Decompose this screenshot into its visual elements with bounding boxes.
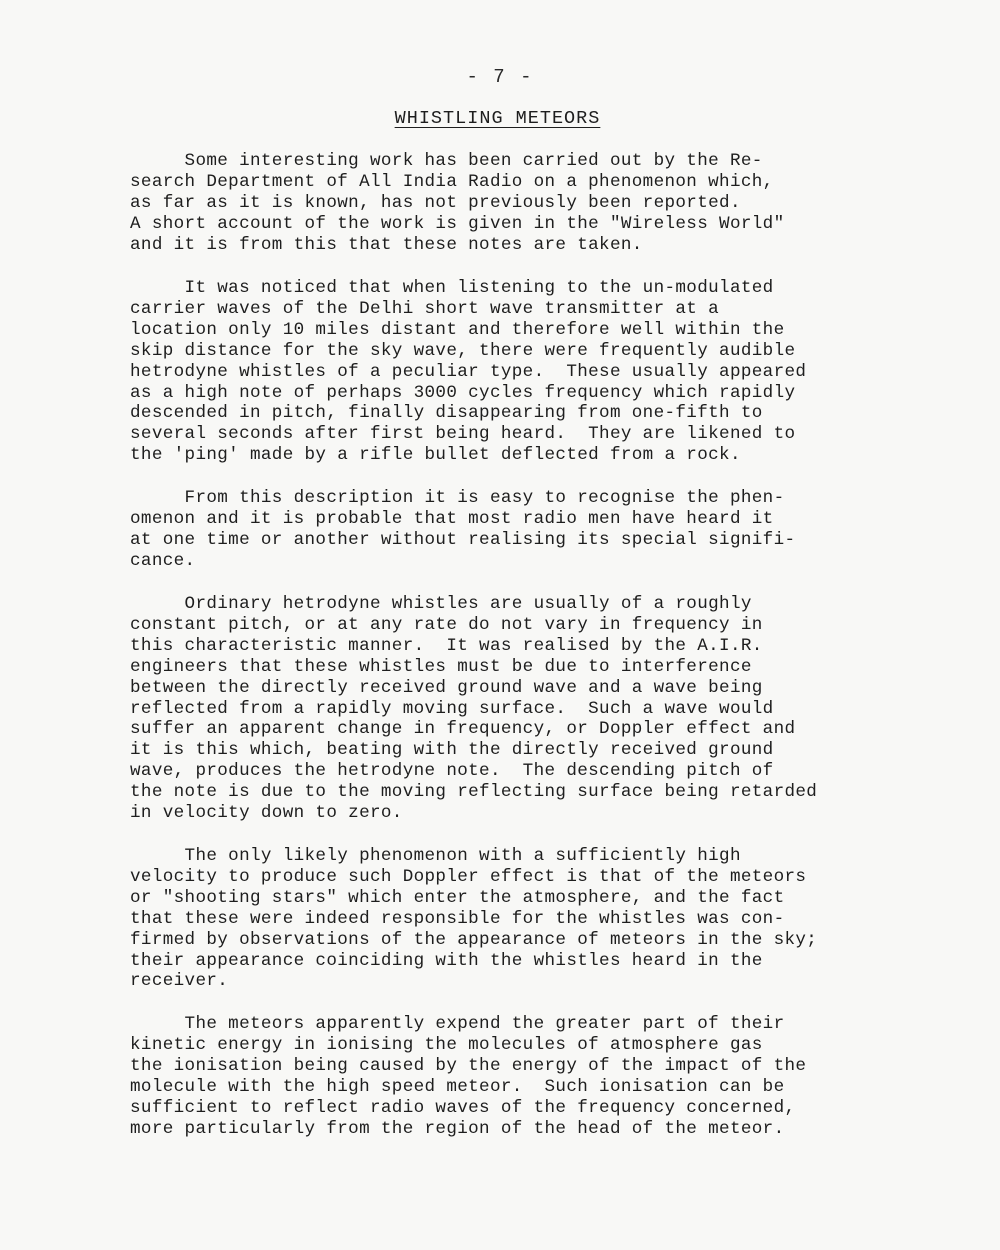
text-line: as a high note of perhaps 3000 cycles frequency which rapidly <box>130 382 796 403</box>
text-line: molecule with the high speed meteor. Such ionisation can be <box>130 1076 785 1097</box>
text-line: It was noticed that when listening to the un-modulated <box>130 278 774 298</box>
text-line: reflected from a rapidly moving surface. Such a wave would <box>130 698 774 719</box>
text-line: location only 10 miles distant and therefore well within the <box>130 319 785 340</box>
text-line: that these were indeed responsible for the whistles was con- <box>130 908 785 929</box>
paragraph <box>130 278 806 466</box>
text-line: From this description it is easy to recognise the phen- <box>130 488 785 508</box>
text-line: the note is due to the moving reflecting surface being retarded <box>130 782 818 803</box>
paragraph <box>130 1014 806 1139</box>
text-line: constant pitch, or at any rate do not vary in frequency in <box>130 614 763 635</box>
text-line: or "shooting stars" which enter the atmosphere, and the fact <box>130 887 785 908</box>
text-line: in velocity down to zero. <box>130 803 403 824</box>
paragraph <box>130 151 784 256</box>
text-line: the 'ping' made by a rifle bullet deflected from a rock. <box>130 445 741 466</box>
text-line: this characteristic manner. It was realised by the A.I.R. <box>130 635 763 656</box>
paragraph <box>130 846 817 992</box>
paragraph <box>130 594 817 824</box>
text-line: sufficient to reflect radio waves of the frequency concerned, <box>130 1097 796 1118</box>
document-title <box>0 108 995 129</box>
text-line: it is this which, beating with the directly received ground <box>130 740 774 761</box>
text-line: hetrodyne whistles of a peculiar type. These usually appeared <box>130 361 807 382</box>
text-line: cance. <box>130 550 196 571</box>
text-line: search Department of All India Radio on a phenomenon which, <box>130 171 774 192</box>
text-line: wave, produces the hetrodyne note. The descending pitch of <box>130 761 774 782</box>
text-line: more particularly from the region of the head of the meteor. <box>130 1118 785 1139</box>
text-line: engineers that these whistles must be due to interference <box>130 656 752 677</box>
text-line: descended in pitch, finally disappearing from one-fifth to <box>130 403 763 424</box>
text-line: suffer an apparent change in frequency, or Doppler effect and <box>130 719 796 740</box>
text-line: The only likely phenomenon with a sufficiently high <box>130 846 741 866</box>
text-line: The meteors apparently expend the greater part of their <box>130 1014 785 1034</box>
text-line: omenon and it is probable that most radio men have heard it <box>130 508 774 529</box>
paragraph <box>130 488 795 572</box>
text-line: and it is from this that these notes are taken. <box>130 234 643 255</box>
text-line: firmed by observations of the appearance of meteors in the sky; <box>130 929 818 950</box>
text-line: carrier waves of the Delhi short wave transmitter at a <box>130 298 720 319</box>
page-number: - 7 - <box>466 66 534 88</box>
text-line: at one time or another without realising its special signifi- <box>130 529 796 550</box>
document-title-text: WHISTLING METEORS <box>394 108 601 129</box>
text-line: Some interesting work has been carried out by the Re- <box>130 151 763 171</box>
text-line: Ordinary hetrodyne whistles are usually of a roughly <box>130 594 752 614</box>
text-line: as far as it is known, has not previously been reported. <box>130 192 741 213</box>
text-line: A short account of the work is given in the "Wireless World" <box>130 213 785 234</box>
text-line: between the directly received ground wave and a wave being <box>130 677 763 698</box>
text-line: several seconds after first being heard. They are likened to <box>130 424 796 445</box>
text-line: the ionisation being caused by the energy of the impact of the <box>130 1055 807 1076</box>
text-line: kinetic energy in ionising the molecules of atmosphere gas <box>130 1034 763 1055</box>
text-line: their appearance coinciding with the whistles heard in the <box>130 950 763 971</box>
text-line: receiver. <box>130 971 229 992</box>
text-line: velocity to produce such Doppler effect is that of the meteors <box>130 866 807 887</box>
text-line: skip distance for the sky wave, there were frequently audible <box>130 340 796 361</box>
